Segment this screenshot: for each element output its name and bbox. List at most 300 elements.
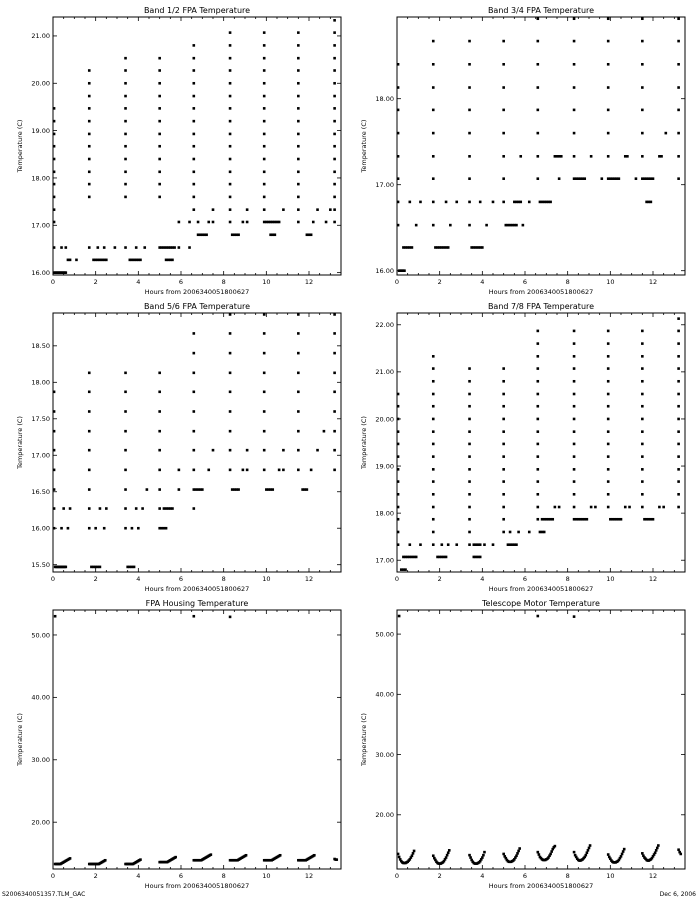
data-point: [53, 488, 56, 491]
data-point: [158, 107, 161, 110]
data-point: [229, 57, 232, 60]
data-point: [607, 418, 610, 421]
data-point: [607, 342, 610, 345]
data-point: [641, 852, 644, 855]
data-point: [193, 44, 196, 47]
data-point: [124, 133, 127, 136]
data-point: [237, 488, 240, 491]
data-point: [282, 208, 285, 211]
data-point: [607, 367, 610, 370]
y-axis-label: Temperature (C): [360, 119, 368, 173]
data-point: [193, 469, 196, 472]
data-point: [447, 246, 450, 249]
data-point: [263, 120, 266, 123]
x-tick-label: 2: [437, 278, 442, 286]
data-point: [263, 352, 266, 355]
data-point: [212, 221, 215, 224]
x-tick-label: 6: [178, 872, 184, 880]
y-tick-label: 18.00: [31, 174, 50, 183]
data-point: [560, 155, 563, 158]
data-point: [641, 109, 644, 112]
data-point: [297, 196, 300, 199]
data-point: [124, 246, 127, 249]
data-point: [635, 177, 638, 180]
data-point: [207, 221, 210, 224]
data-point: [468, 63, 471, 66]
data-point: [573, 405, 576, 408]
data-point: [677, 317, 680, 320]
data-point: [88, 133, 91, 136]
data-point: [229, 469, 232, 472]
data-point: [641, 17, 644, 20]
data-point: [263, 31, 266, 34]
y-tick-label: 17.00: [31, 221, 50, 230]
data-point: [573, 17, 576, 20]
x-tick-label: 10: [606, 575, 615, 583]
chart-title: Band 7/8 FPA Temperature: [487, 302, 595, 311]
data-point: [502, 177, 505, 180]
x-tick-label: 6: [522, 575, 528, 583]
data-point: [306, 488, 309, 491]
data-point: [263, 469, 266, 472]
data-point: [468, 40, 471, 43]
data-point: [333, 208, 336, 211]
data-point: [158, 183, 161, 186]
data-point: [432, 405, 435, 408]
data-point: [445, 856, 448, 859]
data-point: [229, 133, 232, 136]
data-point: [573, 40, 576, 43]
x-tick-label: 0: [394, 575, 400, 583]
data-point: [263, 449, 266, 452]
data-point: [432, 543, 435, 546]
data-point: [53, 208, 56, 211]
data-point: [502, 155, 505, 158]
data-point: [658, 506, 661, 509]
data-point: [333, 57, 336, 60]
data-point: [409, 543, 412, 546]
data-point: [558, 177, 561, 180]
y-tick-label: 30.00: [375, 750, 394, 759]
data-point: [297, 208, 300, 211]
data-point: [537, 615, 540, 618]
y-tick-label: 16.00: [31, 268, 50, 277]
data-point: [573, 480, 576, 483]
data-point: [246, 469, 249, 472]
data-point: [53, 145, 56, 148]
chart-fpa-housing-temperature: [16, 599, 341, 890]
data-point: [99, 507, 102, 510]
data-point: [124, 69, 127, 72]
x-tick-label: 6: [178, 278, 184, 286]
y-tick-label: 20.00: [31, 79, 50, 88]
data-point: [432, 224, 435, 227]
x-axis-label: Hours from 2006340051800627: [488, 585, 594, 593]
data-point: [124, 410, 127, 413]
chart-title: Band 1/2 FPA Temperature: [143, 6, 251, 15]
data-point: [88, 430, 91, 433]
data-point: [158, 158, 161, 161]
data-point: [607, 493, 610, 496]
x-tick-label: 4: [136, 575, 141, 583]
data-point: [178, 246, 181, 249]
data-point: [590, 506, 593, 509]
data-point: [468, 224, 471, 227]
data-point: [60, 527, 63, 530]
data-point: [69, 259, 72, 262]
data-point: [641, 132, 644, 135]
data-points: [397, 17, 680, 272]
data-point: [502, 63, 505, 66]
data-point: [88, 390, 91, 393]
data-point: [626, 155, 629, 158]
data-point: [62, 507, 65, 510]
data-point: [53, 221, 56, 224]
data-point: [641, 430, 644, 433]
data-point: [432, 455, 435, 458]
data-point: [312, 221, 315, 224]
data-point: [53, 430, 56, 433]
data-point: [479, 556, 482, 559]
data-point: [502, 531, 505, 534]
data-point: [468, 531, 471, 534]
data-point: [587, 849, 590, 852]
data-point: [432, 63, 435, 66]
data-point: [677, 405, 680, 408]
data-point: [413, 850, 416, 853]
data-point: [537, 455, 540, 458]
data-point: [537, 63, 540, 66]
data-point: [135, 246, 138, 249]
data-point: [502, 418, 505, 421]
data-point: [432, 468, 435, 471]
x-tick-label: 6: [178, 575, 184, 583]
data-point: [607, 480, 610, 483]
data-point: [468, 380, 471, 383]
data-point: [583, 177, 586, 180]
data-point: [274, 233, 277, 236]
data-point: [229, 390, 232, 393]
data-point: [297, 221, 300, 224]
data-point: [481, 856, 484, 859]
y-tick-label: 20.00: [375, 811, 394, 820]
data-point: [88, 183, 91, 186]
data-point: [229, 31, 232, 34]
data-point: [468, 480, 471, 483]
data-point: [158, 120, 161, 123]
data-point: [124, 488, 127, 491]
data-point: [537, 155, 540, 158]
data-point: [607, 63, 610, 66]
data-point: [479, 543, 482, 546]
data-point: [519, 155, 522, 158]
data-point: [323, 430, 326, 433]
data-point: [652, 177, 655, 180]
data-point: [229, 410, 232, 413]
data-point: [263, 133, 266, 136]
data-point: [193, 196, 196, 199]
data-point: [53, 171, 56, 174]
data-point: [585, 854, 588, 857]
x-tick-label: 0: [50, 278, 56, 286]
data-point: [502, 393, 505, 396]
x-tick-label: 10: [606, 872, 615, 880]
data-point: [193, 95, 196, 98]
data-point: [397, 455, 400, 458]
data-point: [229, 120, 232, 123]
data-point: [398, 615, 401, 618]
data-point: [158, 449, 161, 452]
x-tick-label: 8: [565, 278, 570, 286]
y-tick-label: 20.00: [31, 818, 50, 827]
data-point: [677, 86, 680, 89]
data-point: [263, 107, 266, 110]
data-point: [197, 221, 200, 224]
data-point: [333, 469, 336, 472]
data-point: [601, 177, 604, 180]
data-point: [455, 543, 458, 546]
data-point: [573, 380, 576, 383]
data-point: [502, 468, 505, 471]
data-point: [310, 233, 313, 236]
data-point: [502, 132, 505, 135]
data-point: [193, 352, 196, 355]
data-point: [165, 527, 168, 530]
x-tick-label: 0: [394, 278, 400, 286]
data-point: [333, 44, 336, 47]
data-point: [502, 40, 505, 43]
data-point: [263, 332, 266, 335]
data-point: [158, 390, 161, 393]
data-point: [398, 856, 401, 859]
data-point: [641, 480, 644, 483]
data-point: [146, 488, 149, 491]
data-point: [522, 224, 525, 227]
data-point: [297, 95, 300, 98]
data-point: [483, 851, 486, 854]
data-point: [537, 177, 540, 180]
data-point: [75, 259, 78, 262]
data-point: [677, 443, 680, 446]
data-point: [139, 259, 142, 262]
data-point: [333, 449, 336, 452]
data-point: [114, 246, 117, 249]
data-point: [677, 367, 680, 370]
data-point: [551, 518, 554, 521]
data-point: [492, 543, 495, 546]
data-point: [397, 443, 400, 446]
data-point: [502, 455, 505, 458]
data-point: [335, 858, 338, 861]
data-point: [333, 313, 336, 316]
data-point: [105, 507, 108, 510]
data-point: [516, 852, 519, 855]
data-point: [607, 17, 610, 20]
data-point: [537, 355, 540, 358]
data-point: [549, 853, 552, 856]
data-point: [193, 82, 196, 85]
y-tick-label: 18.00: [375, 95, 394, 103]
data-point: [297, 372, 300, 375]
data-point: [432, 86, 435, 89]
data-point: [229, 95, 232, 98]
data-point: [229, 208, 232, 211]
data-point: [397, 853, 400, 856]
y-tick-label: 16.00: [31, 524, 50, 533]
data-point: [468, 455, 471, 458]
data-point: [618, 177, 621, 180]
data-point: [329, 208, 332, 211]
data-point: [537, 493, 540, 496]
data-point: [448, 849, 451, 852]
data-point: [188, 221, 191, 224]
data-point: [173, 246, 176, 249]
data-point: [509, 531, 512, 534]
y-tick-label: 40.00: [31, 693, 50, 702]
data-point: [333, 332, 336, 335]
data-point: [124, 145, 127, 148]
x-tick-label: 8: [221, 872, 226, 880]
data-point: [432, 430, 435, 433]
data-point: [397, 224, 400, 227]
data-point: [263, 158, 266, 161]
data-point: [432, 201, 435, 204]
data-point: [607, 430, 610, 433]
chart-telescope-motor-temperature: [360, 599, 685, 890]
data-point: [193, 615, 196, 618]
x-axis-label: Hours from 2006340051800627: [144, 585, 250, 593]
data-point: [193, 410, 196, 413]
y-tick-label: 21.00: [375, 368, 394, 377]
data-point: [193, 133, 196, 136]
data-point: [621, 853, 624, 856]
data-point: [432, 109, 435, 112]
data-point: [158, 57, 161, 60]
data-point: [65, 566, 68, 569]
data-point: [263, 390, 266, 393]
data-point: [502, 853, 505, 856]
data-point: [205, 233, 208, 236]
data-point: [54, 615, 57, 618]
data-point: [468, 443, 471, 446]
data-point: [124, 196, 127, 199]
data-point: [193, 390, 196, 393]
data-point: [641, 393, 644, 396]
data-point: [397, 531, 400, 534]
data-point: [655, 849, 658, 852]
data-point: [641, 380, 644, 383]
data-point: [641, 86, 644, 89]
data-point: [53, 120, 56, 123]
data-point: [242, 221, 245, 224]
chart-title: FPA Housing Temperature: [145, 599, 249, 608]
data-point: [677, 17, 680, 20]
data-point: [53, 449, 56, 452]
data-point: [445, 556, 448, 559]
data-point: [677, 109, 680, 112]
data-point: [573, 342, 576, 345]
data-point: [158, 171, 161, 174]
data-point: [445, 201, 448, 204]
data-point: [141, 507, 144, 510]
data-point: [397, 86, 400, 89]
data-point: [537, 506, 540, 509]
data-point: [468, 493, 471, 496]
data-point: [468, 405, 471, 408]
data-point: [573, 493, 576, 496]
data-point: [124, 95, 127, 98]
data-point: [201, 488, 204, 491]
data-point: [607, 355, 610, 358]
data-point: [229, 221, 232, 224]
data-point: [468, 418, 471, 421]
data-point: [316, 208, 319, 211]
x-tick-label: 8: [565, 575, 570, 583]
data-point: [193, 171, 196, 174]
x-tick-label: 12: [648, 872, 658, 880]
data-point: [69, 507, 72, 510]
data-point: [99, 566, 102, 569]
data-point: [88, 410, 91, 413]
data-point: [333, 82, 336, 85]
data-point: [589, 844, 592, 847]
data-point: [271, 488, 274, 491]
data-point: [263, 430, 266, 433]
y-tick-label: 19.00: [31, 126, 50, 135]
data-point: [193, 120, 196, 123]
data-point: [502, 518, 505, 521]
data-point: [229, 82, 232, 85]
plot-frame: [397, 17, 685, 275]
data-point: [104, 859, 107, 862]
data-point: [573, 367, 576, 370]
data-point: [333, 120, 336, 123]
data-point: [558, 506, 561, 509]
x-tick-label: 0: [50, 575, 56, 583]
y-tick-label: 18.00: [375, 509, 394, 518]
data-point: [586, 518, 589, 521]
data-point: [677, 330, 680, 333]
data-point: [158, 196, 161, 199]
data-point: [325, 221, 328, 224]
data-point: [397, 393, 400, 396]
x-axis-label: Hours from 2006340051800627: [488, 288, 594, 296]
x-tick-label: 4: [480, 575, 485, 583]
footer-filename: S2006340051357.TLM_GAC: [2, 891, 86, 898]
data-point: [641, 455, 644, 458]
data-point: [60, 246, 63, 249]
data-point: [449, 224, 452, 227]
data-point: [397, 430, 400, 433]
data-point: [297, 158, 300, 161]
data-point: [677, 430, 680, 433]
data-point: [297, 57, 300, 60]
data-point: [124, 107, 127, 110]
data-point: [88, 145, 91, 148]
data-point: [278, 221, 281, 224]
data-point: [297, 410, 300, 413]
data-point: [212, 208, 215, 211]
x-tick-label: 2: [93, 872, 98, 880]
y-tick-label: 16.00: [375, 267, 394, 275]
data-point: [143, 246, 146, 249]
data-point: [554, 506, 557, 509]
data-point: [677, 40, 680, 43]
y-tick-label: 30.00: [31, 756, 50, 765]
data-point: [468, 543, 471, 546]
data-point: [432, 518, 435, 521]
data-point: [333, 133, 336, 136]
